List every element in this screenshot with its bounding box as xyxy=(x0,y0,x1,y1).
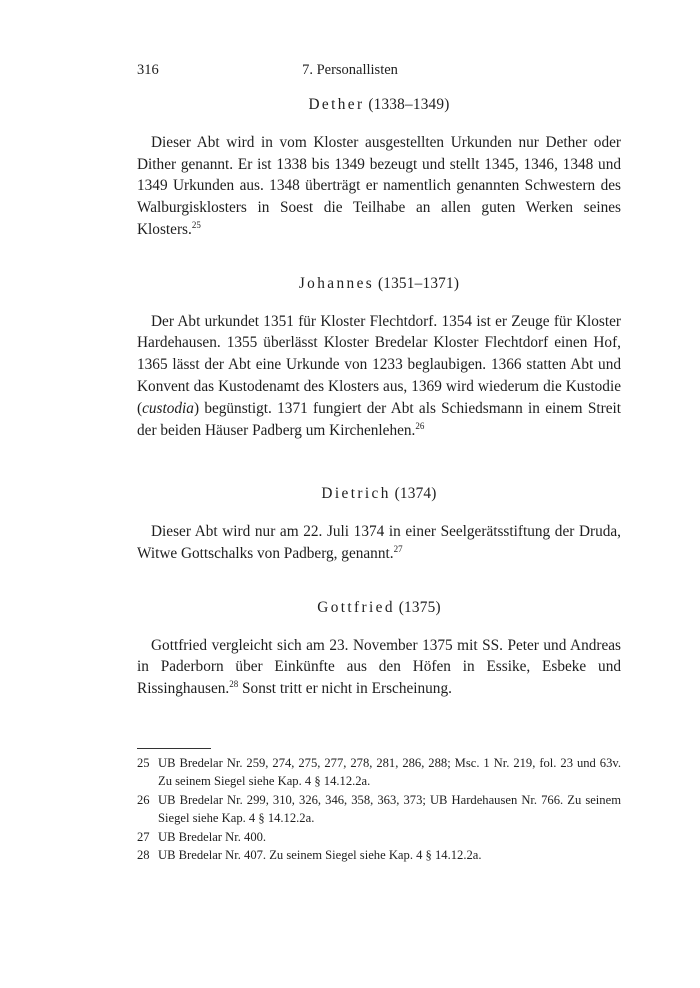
entry-heading-gottfried xyxy=(137,597,621,619)
footnotes xyxy=(137,748,621,864)
footnote-divider xyxy=(137,748,211,749)
paragraph-text: Dieser Abt wird nur am 22. Juli 1374 in einer Seelgerätsstiftung der Druda, Witwe Gottschalks von Padberg, genannt. xyxy=(137,523,621,562)
footnote xyxy=(137,791,621,828)
footnote-number: 27 xyxy=(137,829,150,844)
footnote-text: UB Bredelar Nr. 400. xyxy=(158,829,267,844)
footnote xyxy=(137,754,621,791)
footnote-number: 26 xyxy=(137,792,150,807)
entry-paragraph-dether xyxy=(137,132,621,241)
entry-paragraph-dietrich xyxy=(137,521,621,565)
footnote-text: UB Bredelar Nr. 407. Zu seinem Siegel siehe Kap. 4 § 14.12.2a. xyxy=(158,848,482,863)
entry-paragraph-johannes xyxy=(137,311,621,442)
entry-heading-johannes xyxy=(137,273,621,295)
paragraph-text: ) begünstigt. 1371 fungiert der Abt als Schiedsmann in einem Streit der beiden Häuser Padberg um Kirchenlehen. xyxy=(137,399,621,439)
paragraph-text: Gottfried vergleicht sich am 23. November 1375 mit SS. Peter und Andreas in Paderborn über Einkünfte aus den Höfen in Essike, Esbeke und Rissinghausen. xyxy=(137,636,621,698)
entry-heading-dietrich xyxy=(137,483,621,505)
abbot-years: (1375) xyxy=(398,598,441,616)
footnote-ref[interactable]: 28 xyxy=(229,679,239,690)
page-header xyxy=(0,60,700,84)
abbot-name: Johannes xyxy=(298,274,375,292)
abbot-years: (1374) xyxy=(394,485,437,503)
entry-heading-dether xyxy=(137,94,621,116)
entry-paragraph-gottfried xyxy=(137,635,621,700)
page-number: 316 xyxy=(137,62,159,78)
abbot-years: (1351–1371) xyxy=(377,274,460,292)
footnote-number: 25 xyxy=(137,756,150,770)
abbot-name: Dether xyxy=(308,96,365,113)
running-head: 7. Personallisten xyxy=(302,62,398,78)
abbot-years: (1338–1349) xyxy=(368,96,450,113)
footnote-number: 28 xyxy=(137,848,150,863)
footnote-text: UB Bredelar Nr. 299, 310, 326, 346, 358, 363, 373; UB Hardehausen Nr. 766. Zu seinem Siegel siehe Kap. 4 § 14.12.2a. xyxy=(158,792,621,826)
footnote-text: UB Bredelar Nr. 259, 274, 275, 277, 278, 281, 286, 288; Msc. 1 Nr. 219, fol. 23 und 63v. Zu seinem Siegel siehe Kap. 4 § 14.12.2a. xyxy=(158,756,621,789)
footnote xyxy=(137,846,621,864)
paragraph-text: Dieser Abt wird in vom Kloster ausgestellten Urkunden nur Dether oder Dither genannt. Er ist 1338 bis 1349 bezeugt und stellt 1345, 1346, 1348 und 1349 Urkunden aus. 1348 überträgt er namentlich genannten Schwestern des Walburgisklosters in Soest die Teilhabe an allen guten Werken seines Klosters. xyxy=(137,133,621,238)
italic-term: custodia xyxy=(142,399,194,417)
abbot-name: Dietrich xyxy=(321,485,391,503)
footnote-ref[interactable]: 26 xyxy=(415,420,425,431)
main-text xyxy=(137,94,621,700)
paragraph-text: Der Abt urkundet 1351 für Kloster Flechtdorf. 1354 ist er Zeuge für Kloster Hardehausen. 1355 überlässt Kloster Bredelar Kloster Flechtdorf einen Hof, 1365 lässt der Abt eine Urkunde von 1233 beglaubigen. 1366 statten Abt und Konvent das Kustodenamt des Klosters aus, 1369 wird wiederum die Kustodie ( xyxy=(137,312,621,417)
footnote xyxy=(137,828,621,846)
footnote-ref[interactable]: 25 xyxy=(191,219,201,230)
footnote-ref[interactable]: 27 xyxy=(393,543,403,554)
abbot-name: Gottfried xyxy=(317,598,395,616)
paragraph-text: Sonst tritt er nicht in Erscheinung. xyxy=(238,680,452,698)
